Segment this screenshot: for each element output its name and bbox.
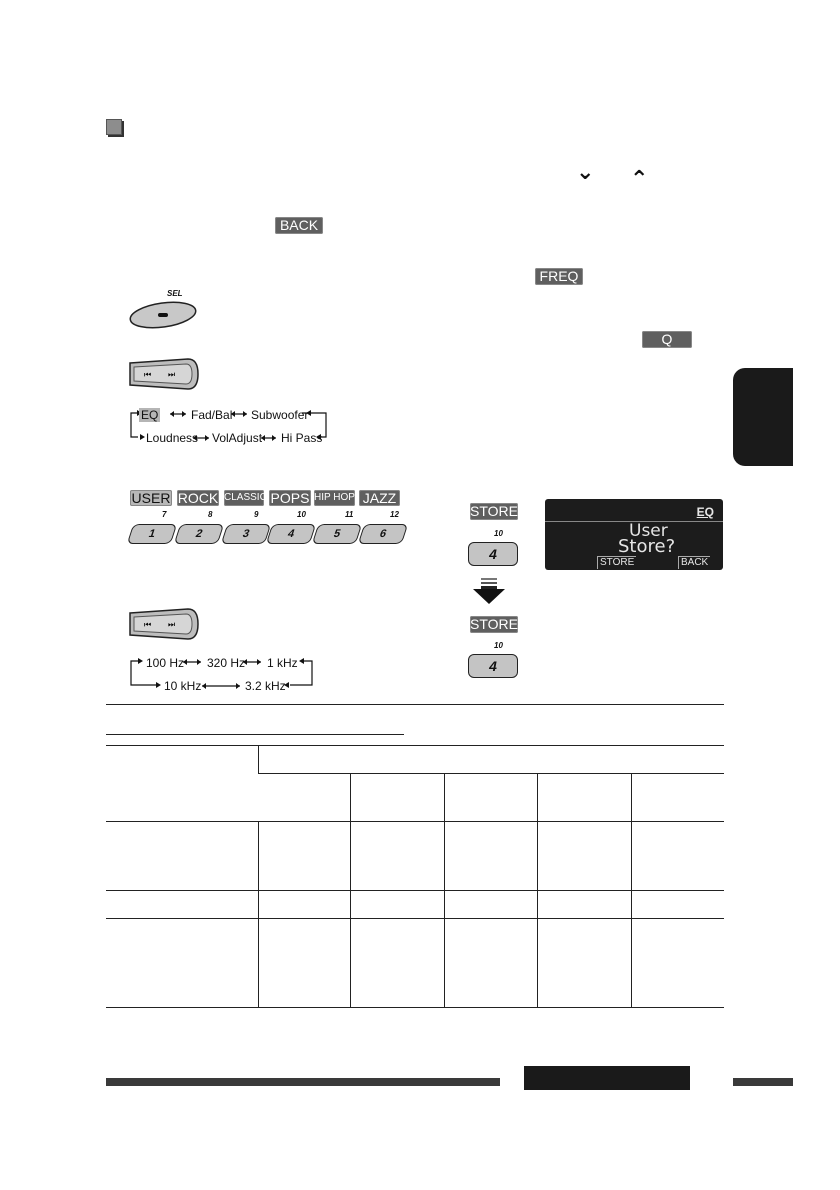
eq-preset-hiphop[interactable]: HIP HOP	[314, 490, 355, 506]
q-key[interactable]: Q	[642, 331, 692, 348]
freq-1khz: 1 kHz	[267, 656, 298, 670]
preset-number-buttons	[128, 510, 408, 546]
lcd-store-softkey: STORE	[597, 556, 636, 569]
footer-bar-left	[106, 1078, 500, 1086]
preset-button-4[interactable]: 4	[266, 524, 316, 544]
store-button-secondary-1: 10	[494, 529, 503, 538]
svg-text:⏮: ⏮	[144, 620, 152, 629]
freq-320hz: 320 Hz	[207, 656, 246, 670]
menu-voladjust: VolAdjust	[212, 431, 263, 445]
svg-text:⏮: ⏮	[144, 370, 152, 379]
table-caption-underline	[106, 734, 404, 735]
eq-preset-classic[interactable]: CLASSIC	[224, 490, 264, 506]
freq-key[interactable]: FREQ	[535, 268, 583, 285]
store-button-secondary-2: 10	[494, 641, 503, 650]
eq-preset-user[interactable]: USER	[131, 490, 171, 506]
eq-preset-pops[interactable]: POPS	[270, 490, 310, 506]
svg-text:⏭: ⏭	[168, 620, 176, 629]
footer-bar-right	[733, 1078, 793, 1086]
lcd-line1: User	[629, 521, 668, 541]
step-down-arrow-icon	[473, 577, 505, 605]
section-marker-icon	[106, 119, 122, 135]
eq-preset-rock[interactable]: ROCK	[177, 490, 219, 506]
eq-preset-jazz[interactable]: JAZZ	[359, 490, 400, 506]
down-arrow-icon: ⌄	[576, 159, 595, 184]
preset-secondary-5: 11	[345, 510, 354, 519]
freq-100hz: 100 Hz	[146, 656, 185, 670]
menu-eq: EQ	[141, 408, 159, 422]
back-key[interactable]: BACK	[275, 217, 323, 234]
footer-page-box	[524, 1066, 690, 1090]
preset-button-6[interactable]: 6	[358, 524, 408, 544]
store-button-4-b[interactable]: 4	[468, 654, 518, 678]
store-button-4-a[interactable]: 4	[468, 542, 518, 566]
store-key-1[interactable]: STORE	[470, 503, 518, 519]
preset-button-3[interactable]: 3	[221, 524, 271, 544]
menu-subwoofer: Subwoofer	[251, 408, 309, 422]
preset-secondary-3: 9	[254, 510, 259, 519]
preset-secondary-4: 10	[297, 510, 306, 519]
preset-secondary-6: 12	[390, 510, 399, 519]
svg-text:⏭: ⏭	[168, 370, 176, 379]
lcd-mode: EQ	[696, 505, 714, 519]
table-top-rule	[106, 704, 724, 705]
menu-hipass: Hi Pass	[281, 431, 323, 445]
preset-secondary-2: 8	[208, 510, 213, 519]
lcd-display	[545, 499, 723, 570]
up-arrow-icon: ⌃	[630, 166, 649, 191]
preset-button-1[interactable]: 1	[127, 524, 177, 544]
lcd-line2: Store?	[618, 536, 676, 557]
eq-preset-row	[130, 490, 400, 508]
preset-button-2[interactable]: 2	[174, 524, 224, 544]
side-language-tab	[733, 368, 793, 466]
control-dial-icon[interactable]	[126, 355, 200, 393]
freq-3-2khz: 3.2 kHz	[245, 679, 286, 693]
preset-secondary-1: 7	[162, 510, 167, 519]
sel-button[interactable]	[128, 298, 198, 330]
sel-label: SEL	[167, 289, 183, 298]
store-key-2[interactable]: STORE	[470, 616, 518, 632]
control-dial-icon-2[interactable]	[126, 605, 200, 643]
freq-10khz: 10 kHz	[164, 679, 202, 693]
menu-fad-bal: Fad/Bal	[191, 408, 233, 422]
preset-button-5[interactable]: 5	[312, 524, 362, 544]
eq-settings-table	[106, 745, 724, 1008]
menu-loudness: Loudness	[146, 431, 199, 445]
lcd-back-softkey: BACK	[678, 556, 710, 569]
